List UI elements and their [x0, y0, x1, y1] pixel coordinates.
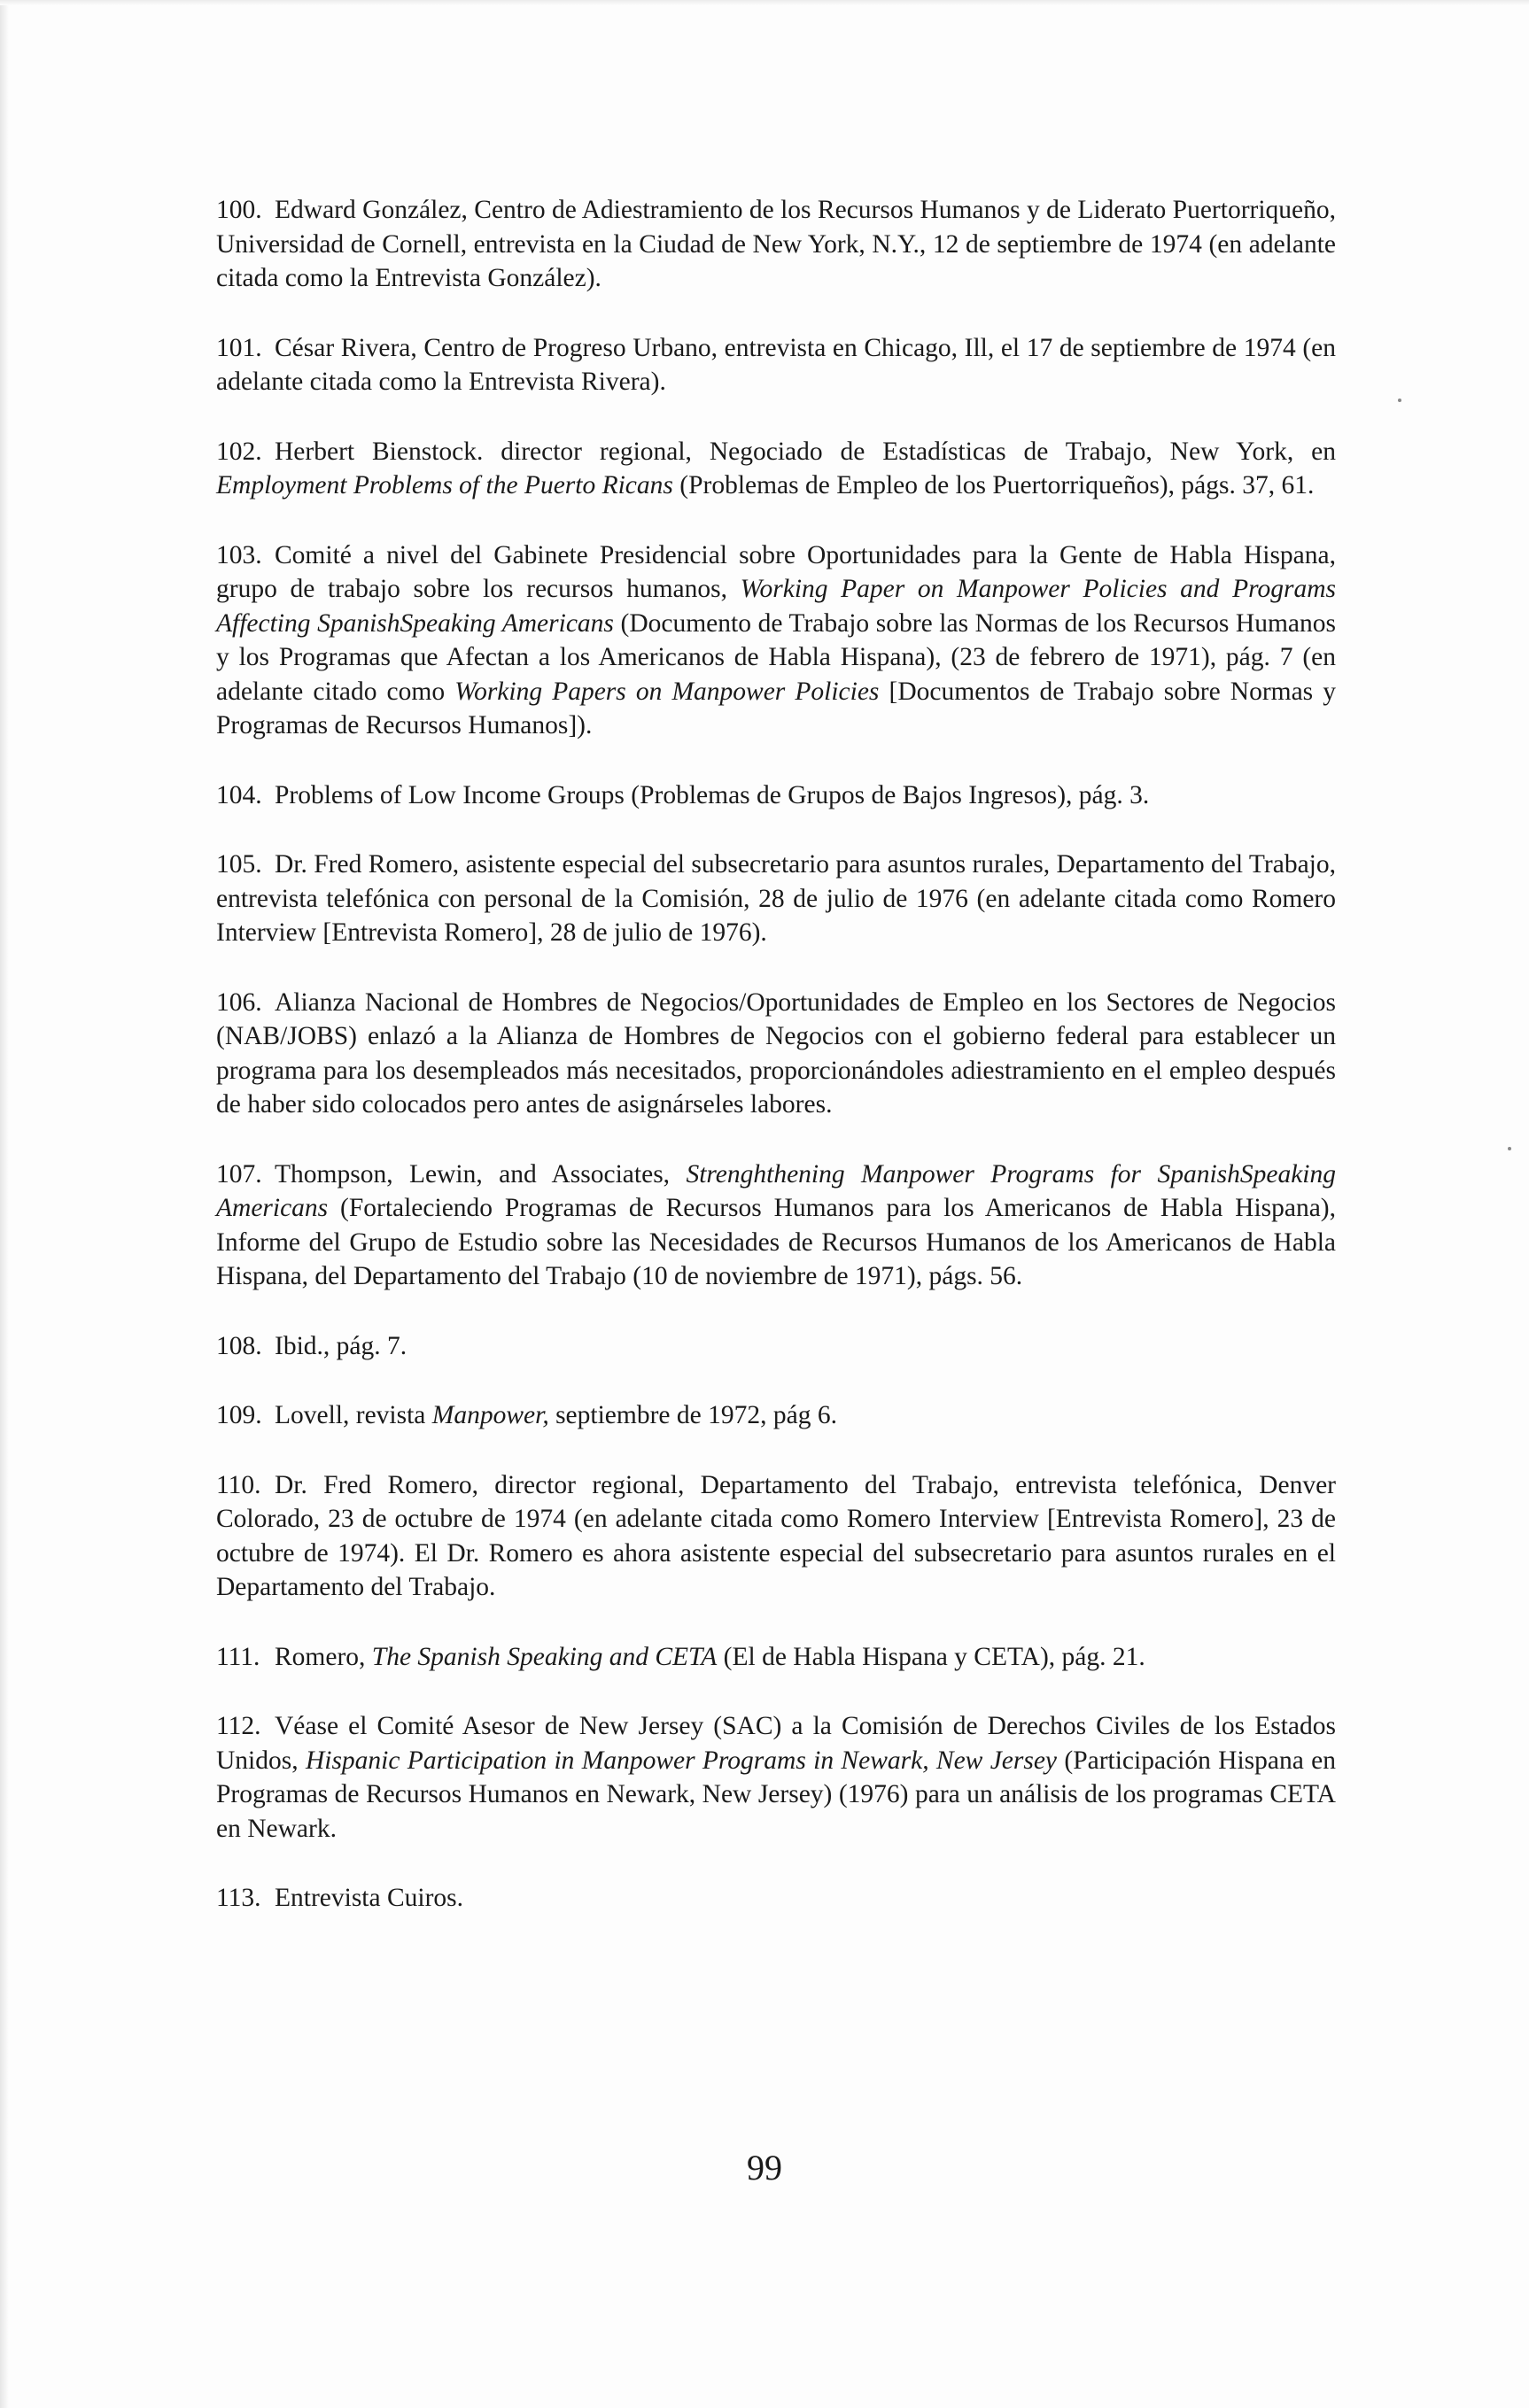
footnote-title-italic: Employment Problems of the Puerto Ricans [216, 471, 673, 499]
footnote-title-italic: Strenghthening Manpower Programs for SpanishSpeaking Americans [216, 1159, 1336, 1222]
scan-edge-left [0, 0, 9, 2408]
footnote-106 [216, 986, 1336, 1122]
footnote-113 [216, 1881, 1336, 1916]
footnote-number: 103. [216, 540, 262, 569]
footnote-108 [216, 1329, 1336, 1364]
footnote-text: Herbert Bienstock. director regional, Negociado de Estadísticas de Trabajo, New York, en [275, 437, 1336, 466]
footnote-title-italic: Working Papers on Manpower Policies [454, 677, 880, 706]
footnote-text: (Problemas de Empleo de los Puertorriqueños), págs. 37, 61. [672, 471, 1315, 499]
scan-speck [1508, 1147, 1511, 1150]
footnote-text: Romero, [275, 1642, 372, 1671]
footnote-number: 112. [216, 1712, 261, 1740]
footnote-number: 111. [216, 1642, 260, 1671]
footnote-101 [216, 331, 1336, 399]
footnote-number: 109. [216, 1401, 262, 1429]
footnote-number: 104. [216, 780, 262, 809]
footnote-text: Dr. Fred Romero, director regional, Departamento del Trabajo, entrevista telefónica, Denver Colorado, 23 de octubre de 1974 (en adelante citada como Romero Interview [Entrevista Romero], 23 de octubre de 1974). El Dr. Romero es ahora asistente especial del subsecretario para asuntos rurales en el Departamento del Trabajo. [216, 1470, 1336, 1601]
footnote-number: 102. [216, 437, 262, 466]
footnote-text: Alianza Nacional de Hombres de Negocios/Oportunidades de Empleo en los Sectores de Negocios (NAB/JOBS) enlazó a la Alianza de Hombres de Negocios con el gobierno federal para establecer un programa para los desempleados más necesitados, proporcionándoles adiestramiento en el empleo después de haber sido colocados pero antes de asignárseles labores. [216, 987, 1336, 1119]
footnote-text: Ibid., pág. 7. [275, 1331, 407, 1360]
footnote-text: [Documentos de Trabajo sobre Normas y Programas de Recursos Humanos]). [216, 677, 1337, 739]
footnote-number: 108. [216, 1331, 262, 1360]
footnote-text: (Documento de Trabajo sobre las Normas de los Recursos Humanos y los Programas que Afectan a los Americanos de Habla Hispana), (23 de febrero de 1971), pág. 7 (en adelante citado como [216, 608, 1336, 706]
footnote-title-italic: The Spanish Speaking and CETA [371, 1642, 718, 1671]
footnote-text: Problems of Low Income Groups (Problemas de Grupos de Bajos Ingresos), pág. 3. [275, 780, 1150, 809]
footnote-number: 100. [216, 196, 262, 224]
footnote-text: septiembre de 1972, pág 6. [548, 1401, 837, 1429]
footnote-text: Edward González, Centro de Adiestramiento de los Recursos Humanos y de Liderato Puertorriqueño, Universidad de Cornell, entrevista en la Ciudad de New York, N.Y., 12 de septiembre de 1974 (en adelante citada como la Entrevista González). [216, 196, 1336, 292]
footnote-105 [216, 848, 1336, 950]
footnote-number: 101. [216, 333, 262, 362]
footnote-text: (Participación Hispana en Programas de Recursos Humanos en Newark, New Jersey) (1976) para un análisis de los programas CETA en Newark. [216, 1746, 1337, 1843]
footnote-text: (El de Habla Hispana y CETA), pág. 21. [717, 1642, 1145, 1671]
footnote-100 [216, 193, 1336, 296]
page-number: 99 [747, 2148, 782, 2187]
footnote-number: 106. [216, 987, 262, 1017]
footnote-title-italic: Manpower, [431, 1401, 549, 1429]
footnote-text: Véase el Comité Asesor de New Jersey (SAC) a la Comisión de Derechos Civiles de los Estados Unidos, [216, 1712, 1336, 1775]
footnote-111 [216, 1640, 1336, 1675]
footnote-number: 105. [216, 850, 262, 879]
footnote-text: Lovell, revista [275, 1401, 432, 1429]
footnote-number: 110. [216, 1470, 261, 1499]
footnote-number: 113. [216, 1884, 261, 1912]
footnote-text: César Rivera, Centro de Progreso Urbano, entrevista en Chicago, Ill, el 17 de septiembre de 1974 (en adelante citada como la Entrevista Rivera). [216, 333, 1336, 396]
footnote-102 [216, 435, 1336, 503]
footnote-110 [216, 1468, 1336, 1605]
scan-edge-top [0, 0, 1529, 5]
footnote-112 [216, 1709, 1336, 1846]
footnote-107 [216, 1158, 1336, 1294]
footnote-title-italic: Working Paper on Manpower Policies and Programs Affecting SpanishSpeaking Americans [216, 575, 1337, 638]
footnote-title-italic: Hispanic Participation in Manpower Programs in Newark, New Jersey [305, 1746, 1058, 1775]
footnote-109 [216, 1398, 1336, 1433]
footnote-text: Entrevista Cuiros. [275, 1884, 464, 1912]
scan-speck [1398, 399, 1401, 402]
footnote-103 [216, 538, 1336, 743]
footnote-text: Dr. Fred Romero, asistente especial del subsecretario para asuntos rurales, Departamento del Trabajo, entrevista telefónica con personal de la Comisión, 28 de julio de 1976 (en adelante citada como Romero Interview [Entrevista Romero], 28 de julio de 1976). [216, 850, 1336, 947]
footnote-number: 107. [216, 1159, 262, 1189]
footnote-text: Thompson, Lewin, and Associates, [275, 1159, 687, 1189]
footnote-text: Comité a nivel del Gabinete Presidencial sobre Oportunidades para la Gente de Habla Hispana, grupo de trabajo sobre los recursos humanos, [216, 540, 1336, 603]
footnotes-list [216, 193, 1336, 1951]
footnote-text: (Fortaleciendo Programas de Recursos Humanos para los Americanos de Habla Hispana), Informe del Grupo de Estudio sobre las Necesidades de Recursos Humanos de los Americanos de Habla Hispana, del Departamento del Trabajo (10 de noviembre de 1971), págs. 56. [216, 1194, 1336, 1290]
footnote-104 [216, 778, 1336, 813]
